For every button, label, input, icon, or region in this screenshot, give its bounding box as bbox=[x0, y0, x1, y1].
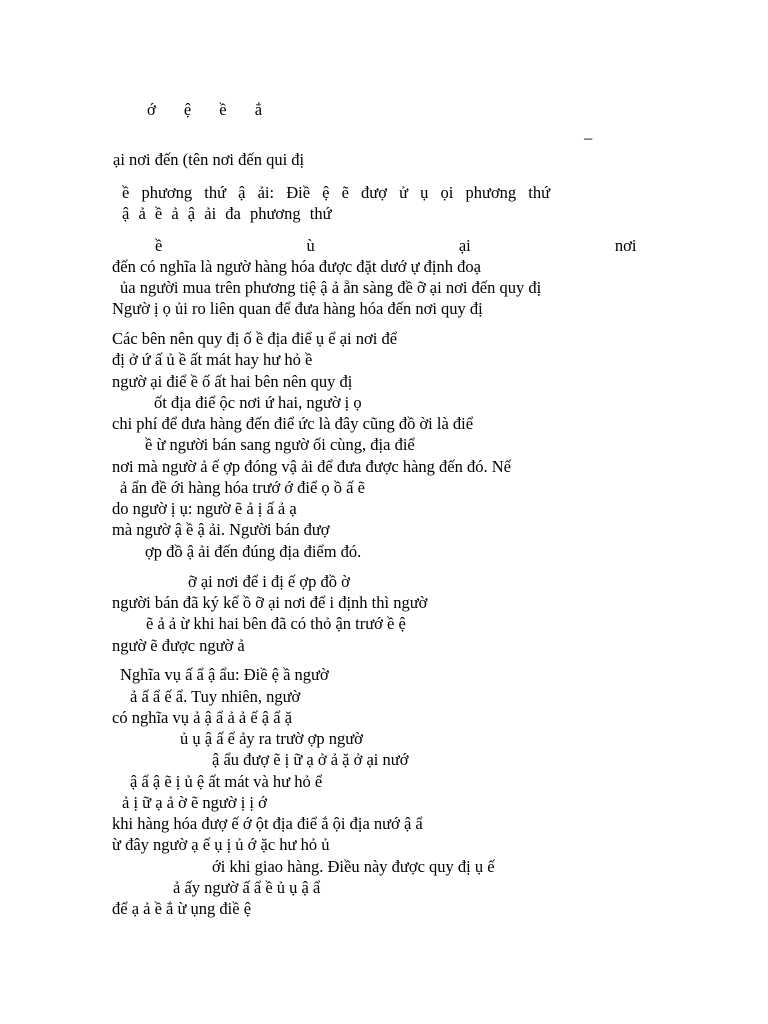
text-line: người bán đã ký kế ồ ỡ ại nơi để i định thì ngườ bbox=[112, 593, 428, 612]
text-line: Ngườ ị ọ ủi ro liên quan để đưa hàng hóa đến nơi quy đị bbox=[112, 299, 483, 318]
text-line: ốt địa điể ộc nơi ứ hai, ngườ ị ọ bbox=[154, 393, 362, 412]
text-line: ả ẩn đề ới hàng hóa trướ ớ điể ọ ồ ấ ẽ bbox=[120, 478, 365, 497]
text-line: do ngườ ị ụ: ngườ ẽ ả ị ấ ả ạ bbox=[112, 499, 297, 518]
text-line: ả ấ ẩ ế ẩ. Tuy nhiên, ngườ bbox=[130, 687, 301, 706]
text-line: mà ngườ ậ ề ậ ải. Người bán đượ bbox=[112, 520, 330, 539]
text-line: ừ đây ngườ ạ ế ụ ị ủ ớ ặc hư hỏ ủ bbox=[112, 835, 330, 854]
text-line: – bbox=[584, 128, 593, 147]
text-line: ỡ ại nơi để i đị ế ợp đồ ờ bbox=[188, 572, 350, 591]
text-line: ề phương thứ ậ ải: Điề ệ ẽ đượ ử ụ ọi phương thứ bbox=[122, 183, 551, 202]
text-line: có nghĩa vụ ả ậ ẩ ả ả ế ậ ẩ ặ bbox=[112, 708, 293, 727]
text-line: ậ ả ề ả ậ ải đa phương thứ bbox=[122, 204, 332, 223]
text-line: ngườ ẽ được ngườ ả bbox=[112, 636, 245, 655]
text-line: ậ ẩu đượ ẽ ị ữ ạ ở ả ặ ở ại nướ bbox=[212, 750, 409, 769]
text-line: ủa người mua trên phương tiệ ậ ả ẵn sàng đề ỡ ại nơi đến quy đị bbox=[120, 278, 542, 297]
text-line: ẽ ả ả ừ khi hai bên đã có thỏ ận trướ ề ệ bbox=[146, 614, 406, 633]
text-line: Các bên nên quy đị ố ề địa điể ụ ể ại nơi để bbox=[112, 329, 398, 348]
text-line: ậ ẩ ậ ẽ ị ủ ệ ất mát và hư hỏ ể bbox=[130, 772, 323, 791]
text-line: ại nơi đến (tên nơi đến qui đị bbox=[113, 150, 305, 169]
text-line: ề ù ại nơi bbox=[155, 236, 637, 255]
text-line: để ạ ả ề ắ ừ ụng điề ệ bbox=[112, 899, 252, 918]
text-line: Nghĩa vụ ấ ẩ ậ ẩu: Điề ệ ầ ngườ bbox=[120, 665, 329, 684]
text-line: đến có nghĩa là ngườ hàng hóa được đặt dướ ự định đoạ bbox=[112, 257, 481, 276]
text-line: ả ấy ngườ ấ ẩ ề ủ ụ ậ ẩ bbox=[173, 878, 321, 897]
text-line: ới khi giao hàng. Điều này được quy đị ụ ế bbox=[212, 857, 495, 876]
text-line: ề ừ người bán sang ngườ ối cùng, địa điể bbox=[145, 435, 415, 454]
text-line: chi phí để đưa hàng đến điể ức là đây cũng đồ ời là điể bbox=[112, 414, 474, 433]
text-line: ớ ệ ề ắ bbox=[147, 100, 263, 119]
text-line: ủ ụ ậ ấ ế ảy ra trườ ợp ngườ bbox=[180, 729, 363, 748]
text-line: ả ị ữ ạ ả ờ ẽ ngườ ị ị ớ bbox=[122, 793, 267, 812]
text-line: nơi mà ngườ ả ế ợp đóng vậ ải để đưa được hàng đến đó. Nế bbox=[112, 457, 511, 476]
text-line: ợp đồ ậ ải đến đúng địa điểm đó. bbox=[145, 542, 362, 561]
text-line: ngườ ại điể ề ố ất hai bên nên quy đị bbox=[112, 372, 353, 391]
text-line: đị ở ứ ấ ủ ề ất mát hay hư hỏ ề bbox=[112, 350, 313, 369]
text-line: khi hàng hóa đượ ế ớ ột địa điể ắ ội địa nướ ậ ẩ bbox=[112, 814, 423, 833]
